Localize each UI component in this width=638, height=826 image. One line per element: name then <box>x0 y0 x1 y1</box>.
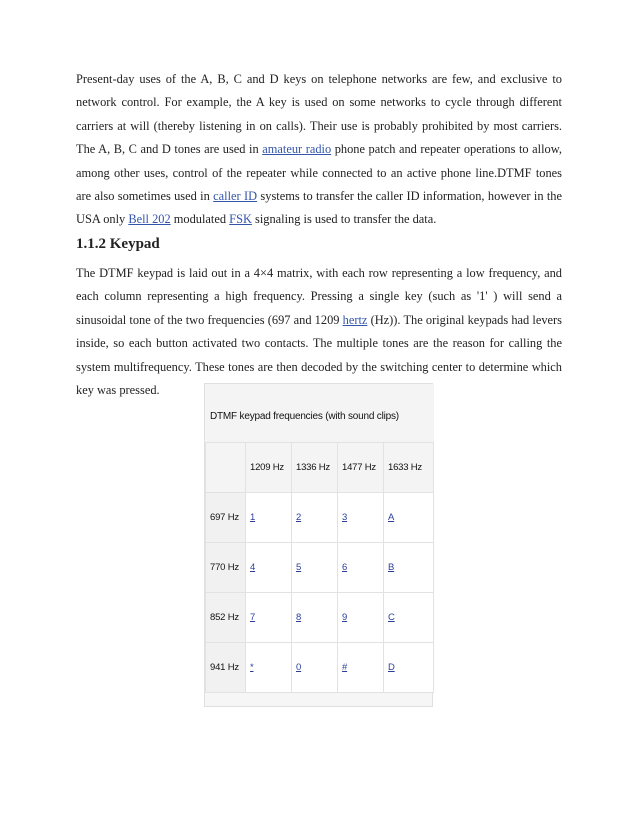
paragraph-text: phone patch and repeater operations to allow, among other uses, control of the repeater while connected to an active phone line.DTMF tones are also sometimes used in <box>76 142 562 204</box>
amateur-radio-link[interactable]: amateur radio <box>262 142 332 157</box>
key-6-link[interactable]: 6 <box>342 562 348 573</box>
row-header-941: 941 Hz <box>206 643 246 693</box>
paragraph-text: systems to transfer the caller ID information, however in the USA only <box>76 189 562 227</box>
key-cell <box>384 643 434 693</box>
key-cell <box>292 543 338 593</box>
column-header-1477: 1477 Hz <box>338 443 384 493</box>
key-cell <box>338 543 384 593</box>
header-row <box>206 443 434 493</box>
key-cell <box>246 593 292 643</box>
key-0-link[interactable]: 0 <box>296 662 302 673</box>
section-heading: 1.1.2 Keypad <box>76 236 160 252</box>
paragraph-text: Present-day uses of the A, B, C and D keys on telephone networks are few, and exclusive to network control. For example, the A key is used on some networks to cycle through different carriers at will (thereby listening in on calls). Their use is probably prohibited by most carriers. The A, B, C and D tones are used in <box>76 72 562 157</box>
hertz-link[interactable]: hertz <box>342 312 368 327</box>
row-header-697: 697 Hz <box>206 493 246 543</box>
row-header-852: 852 Hz <box>206 593 246 643</box>
dtmf-grid <box>205 442 434 693</box>
caller-id-link[interactable]: caller ID <box>213 189 258 204</box>
key-cell <box>338 643 384 693</box>
key-star-link[interactable]: * <box>250 662 254 673</box>
corner-cell <box>206 443 246 493</box>
row-header-770: 770 Hz <box>206 543 246 593</box>
column-header-1209: 1209 Hz <box>246 443 292 493</box>
intro-paragraph <box>76 68 562 232</box>
key-cell <box>384 543 434 593</box>
key-7-link[interactable]: 7 <box>250 612 256 623</box>
column-header-1336: 1336 Hz <box>292 443 338 493</box>
bell-202-link[interactable]: Bell 202 <box>128 212 171 227</box>
key-cell <box>292 493 338 543</box>
key-b-link[interactable]: B <box>388 562 395 573</box>
paragraph-text: modulated <box>170 212 230 227</box>
key-c-link[interactable]: C <box>388 612 395 623</box>
key-cell <box>292 593 338 643</box>
table-row <box>206 543 434 593</box>
dtmf-frequency-table <box>204 383 433 707</box>
key-9-link[interactable]: 9 <box>342 612 348 623</box>
table-row <box>206 643 434 693</box>
key-3-link[interactable]: 3 <box>342 512 348 523</box>
key-hash-link[interactable]: # <box>342 662 348 673</box>
key-d-link[interactable]: D <box>388 662 395 673</box>
keypad-paragraph <box>76 262 562 402</box>
paragraph-text: (Hz)). The original keypads had levers inside, so each button activated two contacts. The multiple tones are the reason for calling the system multifrequency. These tones are then decoded by the switching center to determine which key was pressed. <box>76 312 562 398</box>
key-cell <box>246 493 292 543</box>
key-a-link[interactable]: A <box>388 512 395 523</box>
key-5-link[interactable]: 5 <box>296 562 302 573</box>
key-cell <box>384 593 434 643</box>
key-cell <box>292 643 338 693</box>
key-cell <box>246 643 292 693</box>
key-4-link[interactable]: 4 <box>250 562 256 573</box>
column-header-1633: 1633 Hz <box>384 443 434 493</box>
key-2-link[interactable]: 2 <box>296 512 302 523</box>
key-cell <box>338 493 384 543</box>
table-caption: DTMF keypad frequencies (with sound clips) <box>205 384 434 443</box>
key-cell <box>384 493 434 543</box>
paragraph-text: signaling is used to transfer the data. <box>251 212 437 227</box>
key-1-link[interactable]: 1 <box>250 512 256 523</box>
key-cell <box>246 543 292 593</box>
table-row <box>206 593 434 643</box>
paragraph-text: The DTMF keypad is laid out in a 4×4 matrix, with each row representing a low frequency, and each column representing a high frequency. Pressing a single key (such as '1' ) will send a sinusoidal tone of the two frequencies (697 and 1209 <box>76 266 562 327</box>
fsk-link[interactable]: FSK <box>229 212 252 227</box>
key-cell <box>338 593 384 643</box>
key-8-link[interactable]: 8 <box>296 612 302 623</box>
table-row <box>206 493 434 543</box>
